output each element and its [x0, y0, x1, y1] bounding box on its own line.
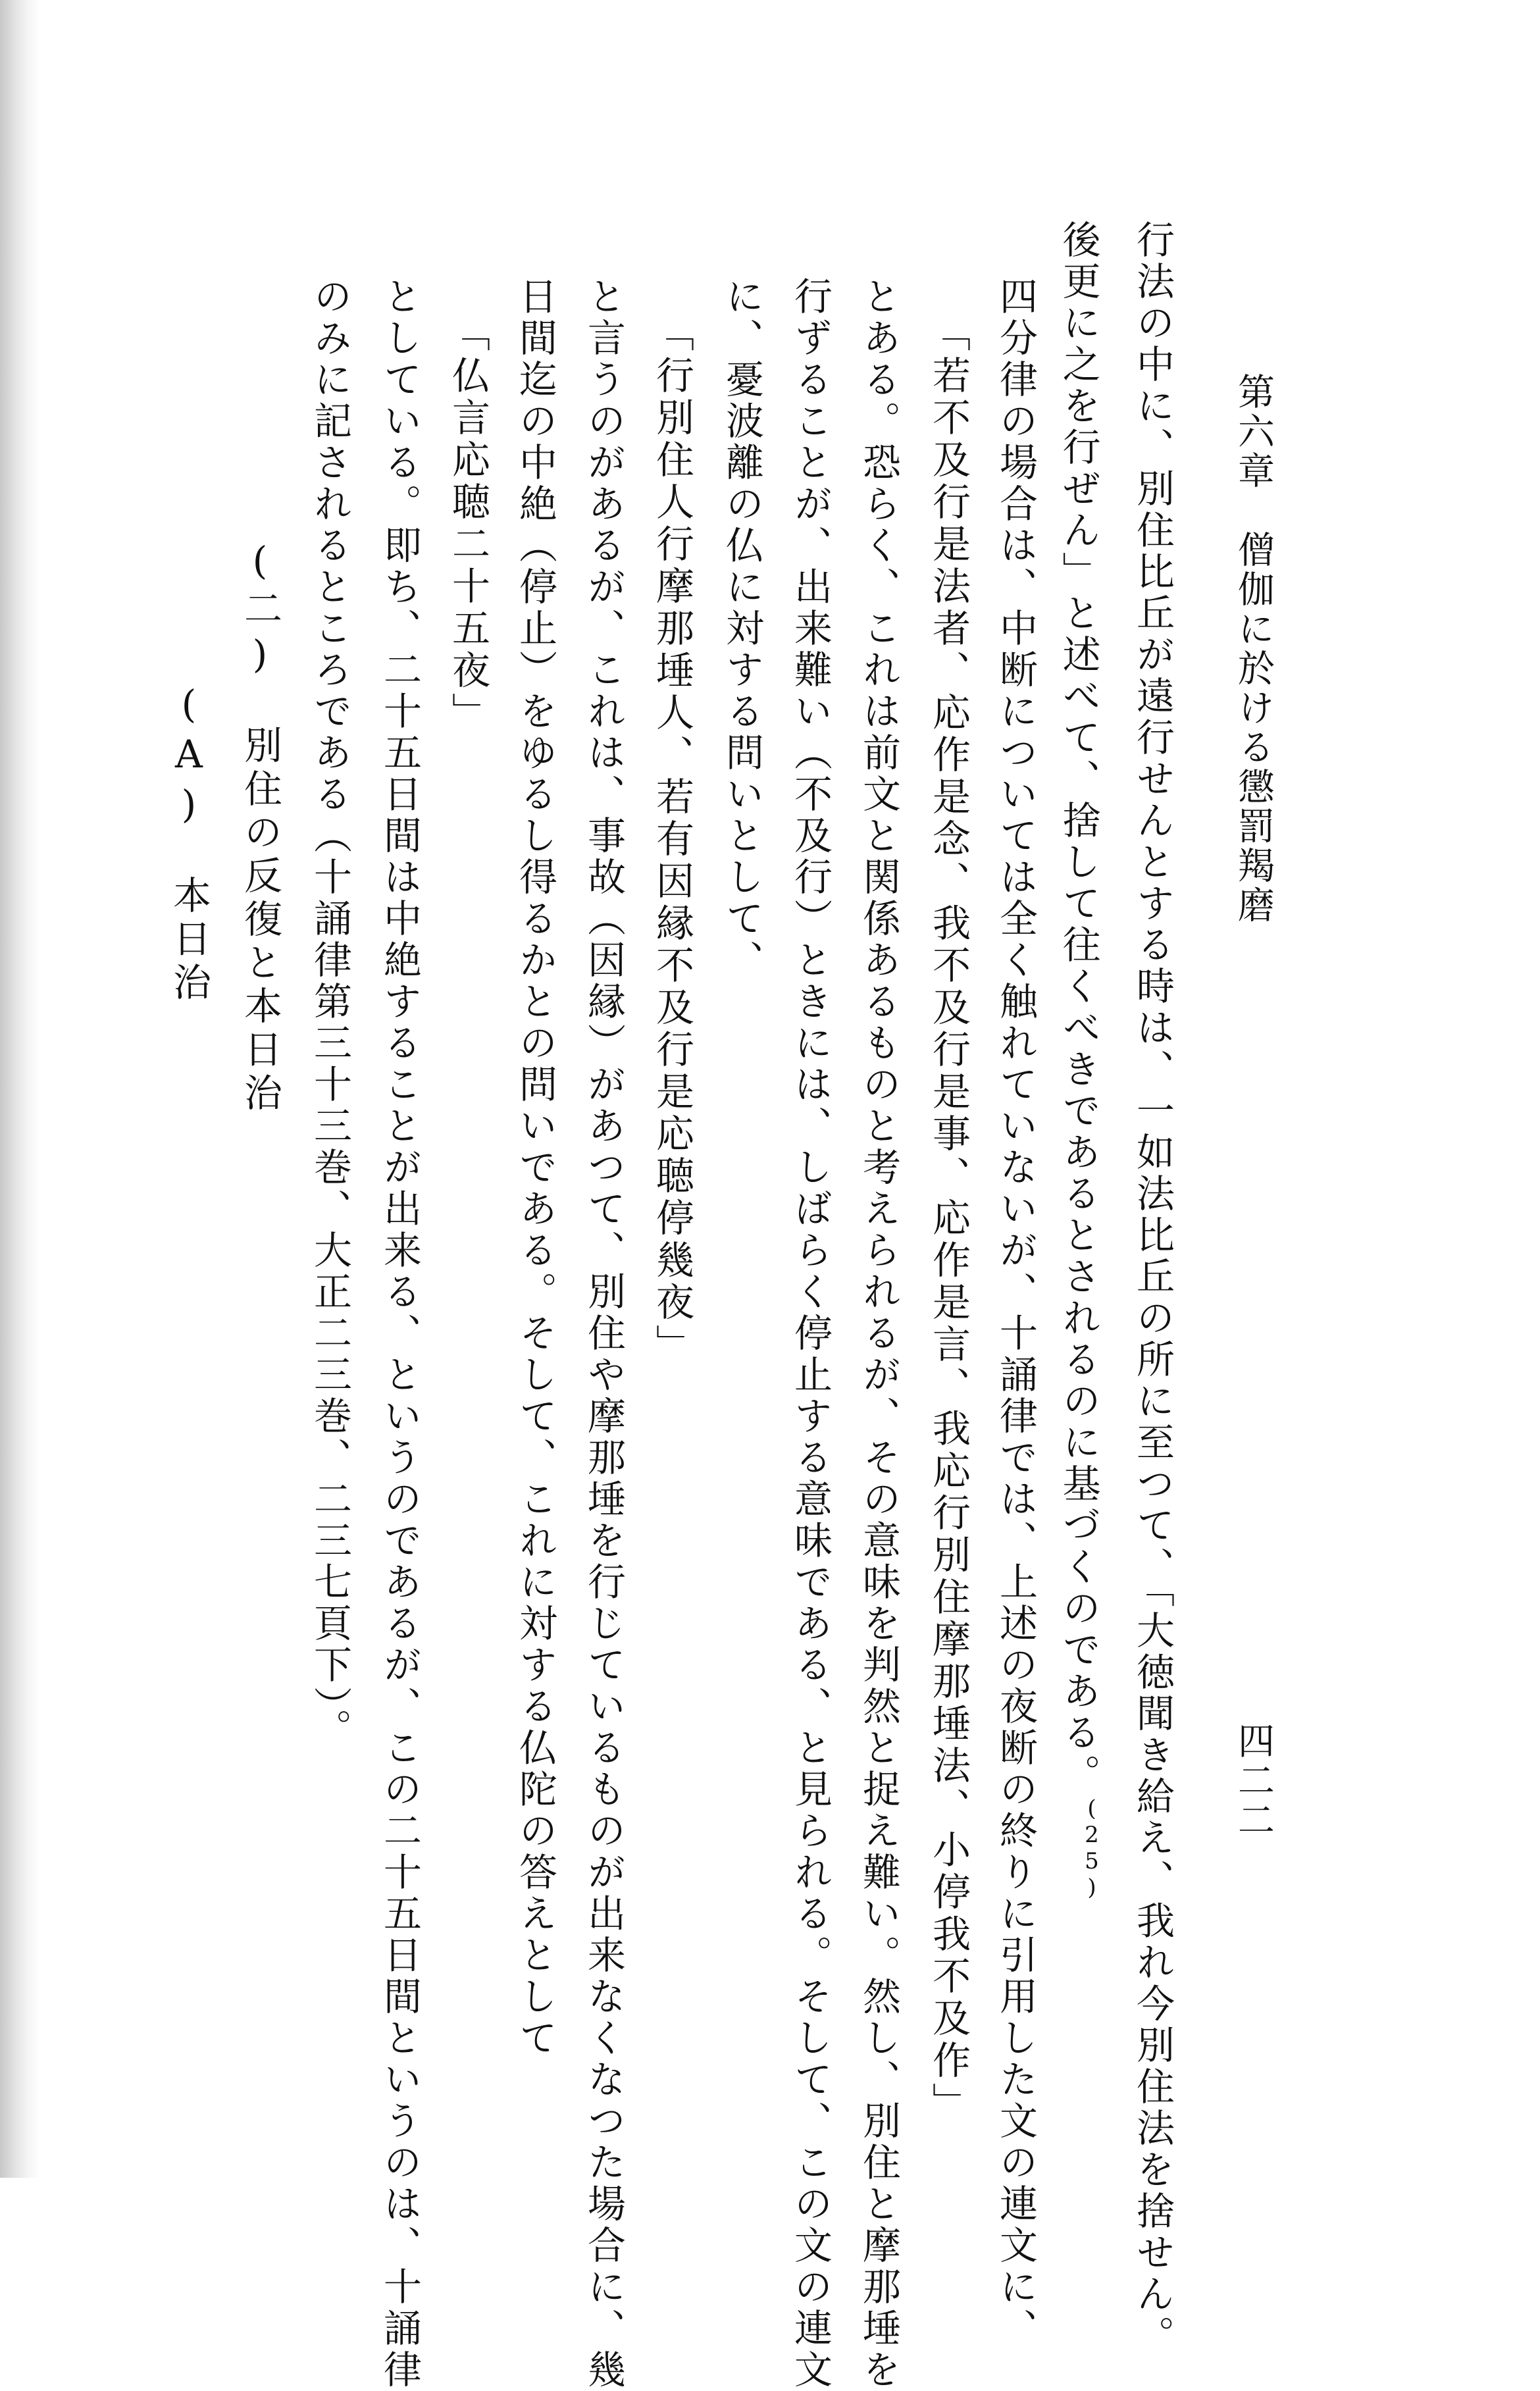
quote-line-2: 「行別住人行摩那埵人、若有因縁不及行是応聴停幾夜」	[650, 313, 694, 1366]
body-line-1: 行法の中に、別住比丘が遠行せんとする時は、一如法比丘の所に至つて、「大徳聞き給え、我れ今別住法を捨せん。	[1130, 220, 1175, 2357]
section-heading: (二) 別住の反復と本日治	[238, 538, 282, 1116]
body-line-5: 行ずることが、出来難い（不及行）ときには、しばらく停止する意味である、と見られる。そして、この文の連文	[788, 276, 833, 2391]
body-line-2-text: 後更に之を行ぜん」と述べて、捨して往くべきであるとされるのに基づくのである。	[1056, 220, 1101, 1795]
quote-line-3: 「仏言応聴二十五夜」	[446, 313, 490, 734]
scan-edge-shadow	[0, 0, 39, 2178]
page-number: 四二二	[1232, 1722, 1275, 1840]
body-line-7: と言うのがあるが、これは、事故（因縁）があつて、別住や摩那埵を行じているものが出来なくなつた場合に、幾	[581, 276, 626, 2391]
body-line-10: のみに記されるところである（十誦律第三十三巻、大正二三巻、二三七頁下）。	[307, 276, 352, 1750]
body-line-6: に、憂波離の仏に対する問いとして、	[719, 276, 764, 981]
quote-line-1: 「若不及行是法者、応作是念、我不及行是事、応作是言、我応行別住摩那埵法、小停我不及作」	[926, 313, 971, 2124]
body-line-2	[1056, 220, 1105, 1901]
subsection-heading: (A) 本日治	[167, 682, 211, 1006]
footnote-ref-25: (25)	[1079, 1795, 1105, 1901]
body-line-9: としている。即ち、二十五日間は中絶することが出来る、というのであるが、この二十五日間というのは、十誦律	[377, 276, 422, 2391]
body-line-8: 日間迄の中絶（停止）をゆるし得るかとの問いである。そして、これに対する仏陀の答えとして	[513, 276, 557, 2059]
running-head: 第六章 僧伽に於ける懲罰羯磨	[1232, 373, 1275, 925]
body-line-4: とある。恐らく、これは前文と関係あるものと考えられるが、その意味を判然と捉え難い。然し、別住と摩那埵を	[856, 276, 901, 2391]
body-line-3: 四分律の場合は、中断については全く触れていないが、十誦律では、上述の夜断の終りに引用した文の連文に、	[993, 276, 1038, 2350]
